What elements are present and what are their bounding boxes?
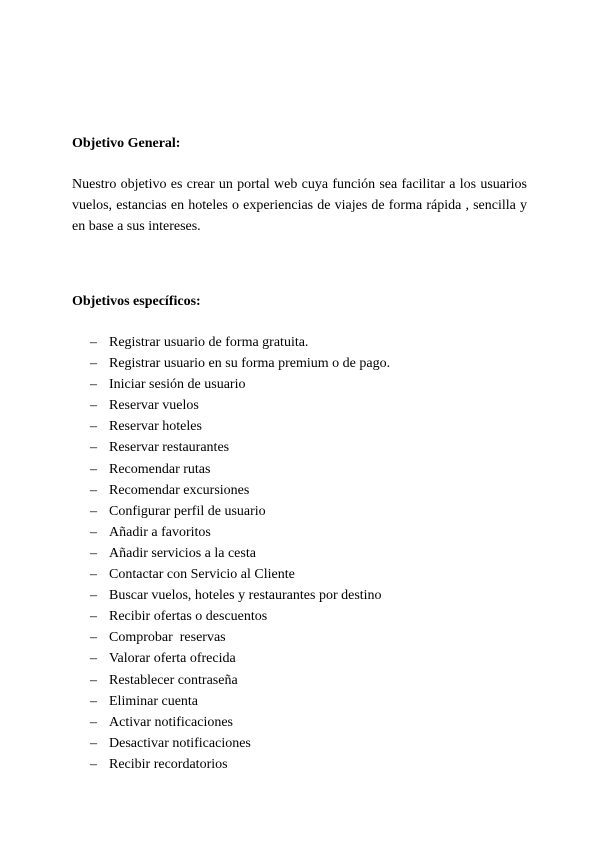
- list-item-text: Registrar usuario de forma gratuita.: [109, 335, 309, 350]
- list-item: [90, 416, 390, 437]
- dash-bullet-icon: –: [90, 461, 97, 477]
- list-item: [90, 522, 390, 543]
- dash-bullet-icon: –: [90, 735, 97, 751]
- list-item-text: Reservar restaurantes: [109, 440, 230, 456]
- list-item: [90, 395, 390, 416]
- list-item-text: Añadir servicios a la cesta: [109, 545, 256, 561]
- list-item-text: Añadir a favoritos: [109, 524, 211, 540]
- list-item: [90, 459, 390, 480]
- list-item-text: Buscar vuelos, hoteles y restaurantes por destino: [109, 588, 382, 604]
- list-item-text: Activar notificaciones: [109, 714, 234, 730]
- dash-bullet-icon: –: [90, 398, 97, 414]
- list-item: [90, 691, 390, 712]
- dash-bullet-icon: –: [90, 630, 97, 646]
- list-item: [90, 585, 390, 606]
- list-item: [90, 627, 390, 648]
- list-item: [90, 332, 390, 353]
- list-item-text: Valorar oferta ofrecida: [109, 651, 236, 667]
- list-item: [90, 543, 390, 564]
- list-item-text: Configurar perfil de usuario: [109, 503, 266, 519]
- dash-bullet-icon: –: [90, 419, 97, 435]
- list-item-text: Iniciar sesión de usuario: [109, 377, 246, 393]
- list-item-text: Contactar con Servicio al Cliente: [109, 567, 295, 583]
- list-item-text: Recomendar excursiones: [109, 482, 250, 498]
- list-item: [90, 754, 390, 775]
- specific-objectives-list: [90, 332, 390, 775]
- list-item-text: Recibir ofertas o descuentos: [109, 609, 268, 625]
- dash-bullet-icon: –: [90, 545, 97, 561]
- list-item: [90, 564, 390, 585]
- dash-bullet-icon: –: [90, 440, 97, 456]
- general-objective-heading: Objetivo General:: [72, 136, 181, 151]
- list-item: [90, 648, 390, 669]
- list-item: [90, 501, 390, 522]
- list-item-text: Reservar vuelos: [109, 398, 199, 414]
- list-item: [90, 437, 390, 458]
- dash-bullet-icon: –: [90, 482, 97, 498]
- list-item: [90, 374, 390, 395]
- specific-objectives-heading: Objetivos específicos:: [72, 294, 201, 309]
- general-objective-paragraph: Nuestro objetivo es crear un portal web cuya función sea facilitar a los usuarios vuelos, estancias en hoteles o experiencias de viajes de forma rápida , sencilla y en base a sus intereses.: [72, 177, 527, 234]
- list-item-text: Desactivar notificaciones: [109, 735, 251, 751]
- dash-bullet-icon: –: [90, 377, 97, 393]
- dash-bullet-icon: –: [90, 651, 97, 667]
- dash-bullet-icon: –: [90, 356, 97, 372]
- list-item-text: Recibir recordatorios: [109, 756, 228, 772]
- list-item-text: Recomendar rutas: [109, 461, 211, 477]
- dash-bullet-icon: –: [90, 714, 97, 730]
- list-item: [90, 606, 390, 627]
- dash-bullet-icon: –: [90, 609, 97, 625]
- list-item: [90, 480, 390, 501]
- list-item-text: Eliminar cuenta: [109, 693, 199, 709]
- list-item: [90, 712, 390, 733]
- list-item: [90, 670, 390, 691]
- list-item-text: Registrar usuario en su forma premium o de pago.: [109, 356, 391, 372]
- dash-bullet-icon: –: [90, 335, 97, 350]
- list-item-text: Reservar hoteles: [109, 419, 202, 435]
- list-item-text: Comprobar reservas: [109, 630, 226, 646]
- dash-bullet-icon: –: [90, 672, 97, 688]
- dash-bullet-icon: –: [90, 693, 97, 709]
- dash-bullet-icon: –: [90, 756, 97, 772]
- dash-bullet-icon: –: [90, 588, 97, 604]
- dash-bullet-icon: –: [90, 567, 97, 583]
- list-item: [90, 353, 390, 374]
- list-item-text: Restablecer contraseña: [109, 672, 238, 688]
- dash-bullet-icon: –: [90, 503, 97, 519]
- dash-bullet-icon: –: [90, 524, 97, 540]
- list-item: [90, 733, 390, 754]
